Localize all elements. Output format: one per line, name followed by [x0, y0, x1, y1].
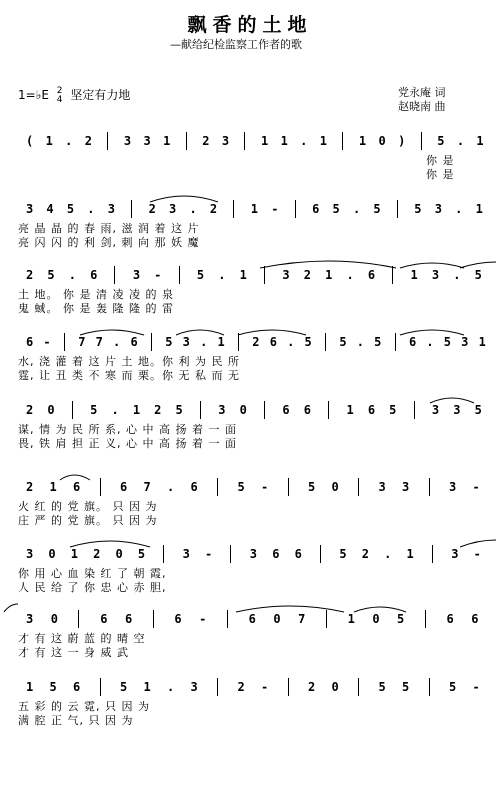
note-token: 1 — [26, 680, 34, 694]
lyric-verse-2: 霆, 让 丑 类 不 寒 而 栗。你 无 私 而 无 — [18, 369, 240, 382]
note-token: 6 — [130, 335, 138, 349]
note-token: 5 — [374, 335, 382, 349]
note-token: 5 — [474, 268, 482, 282]
note-token: . — [68, 268, 76, 282]
note-token: . — [356, 335, 364, 349]
note-token: 6 — [73, 680, 81, 694]
note-token: 3 — [123, 134, 132, 148]
note-token: 5 — [165, 335, 173, 349]
note-token: 3 — [453, 403, 461, 417]
note-token: 6 — [312, 202, 320, 216]
lyric-verse-1: 火 红 的 党 旗。 只 因 为 — [18, 500, 158, 513]
note-token: 5 — [414, 202, 422, 216]
note-token: 3 — [169, 202, 177, 216]
lyric-verse-2: 满 腔 正 气, 只 因 为 — [18, 714, 134, 727]
note-token: 6 — [471, 612, 479, 626]
note-token: 7 — [143, 480, 151, 494]
note-token: . — [87, 202, 95, 216]
note-token: 0 — [378, 134, 386, 148]
note-token: 1 — [280, 134, 288, 148]
note-token: - — [472, 480, 480, 494]
note-token: 5 — [378, 680, 386, 694]
note-token: 6 — [100, 612, 108, 626]
lyric-verse-1: 五 彩 的 云 霓, 只 因 为 — [18, 700, 150, 713]
note-token: . — [455, 202, 463, 216]
meter-bottom: 4 — [56, 94, 63, 105]
note-token: 3 — [431, 268, 440, 282]
note-token: - — [199, 612, 207, 626]
note-token: 2 — [93, 547, 101, 561]
note-token: 5 — [397, 612, 405, 626]
slur — [60, 475, 90, 480]
note-token: - — [472, 680, 480, 694]
note-token: 6 — [73, 480, 81, 494]
note-token: 1 — [163, 134, 171, 148]
note-token: 2 — [154, 403, 162, 417]
note-token: 0 — [50, 612, 58, 626]
note-token: 3 — [451, 547, 459, 561]
note-token: 3 — [132, 268, 141, 282]
note-token: 1 — [476, 134, 484, 148]
note-token: - — [261, 480, 269, 494]
note-token: 2 — [303, 268, 311, 282]
note-token: . — [300, 134, 308, 148]
lyric-verse-1: 你 是 — [426, 154, 455, 167]
note-token: 5 — [196, 268, 205, 282]
note-token: 0 — [115, 547, 123, 561]
note-token: 5 — [304, 335, 312, 349]
note-token: . — [200, 335, 208, 349]
note-token: 2 — [237, 680, 245, 694]
note-token: 2 — [26, 403, 34, 417]
note-token: 1 — [319, 134, 327, 148]
note-token: 3 — [182, 547, 190, 561]
note-token: 6 — [282, 403, 290, 417]
note-token: 5 — [237, 480, 245, 494]
note-token: . — [218, 268, 226, 282]
note-token: 1 — [358, 134, 367, 148]
note-token: 0 — [331, 680, 339, 694]
tempo-marking: 坚定有力地 — [70, 88, 131, 102]
note-token: - — [205, 547, 213, 561]
lyric-verse-1: 水, 浇 灌 着 这 片 土 地。你 利 为 民 所 — [18, 355, 240, 368]
note-token: 6 — [303, 403, 311, 417]
note-token: 2 — [202, 134, 210, 148]
note-token: 1 — [132, 403, 141, 417]
lyric-verse-1: 谋, 情 为 民 所 系, 心 中 高 扬 着 一 面 — [18, 423, 237, 436]
note-token: . — [346, 268, 354, 282]
note-token: 5 — [443, 335, 451, 349]
note-token: 0 — [239, 403, 247, 417]
note-token: . — [111, 403, 119, 417]
lyricist: 党永庵 词 — [398, 86, 446, 99]
note-token: 5 — [389, 403, 397, 417]
note-token: 6 — [408, 335, 417, 349]
note-token: 3 — [449, 480, 457, 494]
note-token: 6 — [272, 547, 280, 561]
note-token: 5 — [339, 547, 347, 561]
slur — [460, 262, 496, 268]
note-token: - — [271, 202, 279, 216]
note-token: 3 — [461, 335, 469, 349]
note-token: 6 — [248, 612, 256, 626]
note-token: 1 — [346, 403, 354, 417]
note-token: . — [189, 202, 197, 216]
note-token: 1 — [475, 202, 483, 216]
lyric-verse-2: 亮 闪 闪 的 利 剑, 刺 向 那 妖 魔 — [18, 236, 200, 249]
note-token: 6 — [367, 403, 376, 417]
note-token: 6 — [294, 547, 302, 561]
note-token: 5 — [402, 680, 410, 694]
meter-top: 2 — [56, 85, 63, 96]
slur — [4, 604, 18, 612]
note-token: 5 — [120, 680, 128, 694]
lyric-verse-1: 亮 晶 晶 的 春 雨, 滋 润 着 这 片 — [18, 222, 200, 235]
composer: 赵晓南 曲 — [398, 100, 446, 113]
note-token: 5 — [373, 202, 381, 216]
note-token: . — [384, 547, 392, 561]
note-token: 3 — [26, 202, 34, 216]
note-token: 3 — [182, 335, 190, 349]
note-token: 1 — [410, 268, 418, 282]
note-token: 3 — [434, 202, 442, 216]
note-token: ) — [398, 134, 406, 148]
note-token: 7 — [298, 612, 306, 626]
note-token: . — [456, 134, 465, 148]
note-token: 3 — [218, 403, 226, 417]
note-token: 3 — [249, 547, 258, 561]
note-token: 3 — [190, 680, 198, 694]
note-token: 1 — [49, 480, 57, 494]
note-token: ( — [26, 134, 34, 148]
note-token: 6 — [269, 335, 277, 349]
note-token: . — [453, 268, 461, 282]
note-token: . — [167, 480, 175, 494]
lyric-verse-2: 才 有 这 一 身 威 武 — [18, 646, 129, 659]
note-token: 6 — [26, 335, 34, 349]
slur — [236, 606, 344, 612]
note-token: . — [167, 680, 175, 694]
note-token: 3 — [26, 612, 34, 626]
slur — [176, 330, 224, 335]
note-token: 5 — [449, 680, 457, 694]
note-token: 1 — [70, 547, 78, 561]
note-token: - — [261, 680, 269, 694]
slur — [400, 330, 464, 335]
note-token: - — [154, 268, 162, 282]
slur — [460, 540, 496, 547]
note-token: 5 — [437, 134, 445, 148]
note-token: 0 — [47, 403, 55, 417]
note-token: 2 — [84, 134, 92, 148]
note-token: 7 — [78, 335, 86, 349]
lyric-verse-1: 土 地。 你 是 清 凌 凌 的 泉 — [18, 288, 174, 301]
note-token: 5 — [308, 480, 316, 494]
lyric-verse-2: 庄 严 的 党 旗。 只 因 为 — [18, 514, 158, 527]
note-token: 0 — [372, 612, 380, 626]
note-token: . — [287, 335, 295, 349]
note-token: 2 — [148, 202, 156, 216]
slur — [80, 330, 144, 335]
note-token: 2 — [308, 680, 316, 694]
note-token: 1 — [239, 268, 247, 282]
note-token: 3 — [107, 202, 115, 216]
note-token: 3 — [402, 480, 410, 494]
note-token: 2 — [361, 547, 369, 561]
note-token: . — [113, 335, 121, 349]
note-token: 0 — [48, 547, 56, 561]
note-token: 2 — [209, 202, 218, 216]
note-token: - — [43, 335, 51, 349]
note-token: 1 — [45, 134, 53, 148]
note-token: 1 — [143, 680, 151, 694]
note-token: 5 — [175, 403, 183, 417]
lyric-verse-2: 人 民 给 了 你 忠 心 赤 胆, — [18, 581, 167, 594]
note-token: 0 — [331, 480, 339, 494]
note-token: . — [352, 202, 361, 216]
note-token: 1 — [406, 547, 414, 561]
lyric-verse-1: 你 用 心 血 染 红 了 朝 霞, — [18, 567, 167, 580]
note-token: 5 — [339, 335, 347, 349]
note-token: 3 — [143, 134, 151, 148]
lyric-verse-2: 鬼 蜮。 你 是 轰 隆 隆 的 雷 — [18, 302, 174, 315]
song-title: 飘香的土地 — [187, 14, 313, 36]
note-token: 6 — [174, 612, 182, 626]
note-token: 1 — [325, 268, 333, 282]
note-token: 6 — [367, 268, 376, 282]
note-token: 5 — [90, 403, 98, 417]
lyric-verse-2: 你 是 — [426, 168, 455, 181]
note-token: 2 — [26, 480, 34, 494]
note-token: 6 — [120, 480, 128, 494]
note-token: 5 — [66, 202, 75, 216]
slur — [400, 263, 464, 268]
note-token: 7 — [95, 335, 103, 349]
note-token: 3 — [378, 480, 386, 494]
note-token: 6 — [190, 480, 198, 494]
note-token: 3 — [431, 403, 440, 417]
note-token: 5 — [47, 268, 55, 282]
note-token: 6 — [90, 268, 98, 282]
lyric-verse-1: 才 有 这 蔚 蓝 的 晴 空 — [18, 632, 146, 645]
note-token: 6 — [124, 612, 133, 626]
slur — [430, 398, 474, 403]
note-token: 3 — [282, 268, 290, 282]
note-token: 5 — [49, 680, 57, 694]
note-token: 1 — [250, 202, 259, 216]
slur — [260, 261, 396, 268]
note-token: - — [473, 547, 481, 561]
note-token: . — [65, 134, 73, 148]
note-token: 0 — [273, 612, 281, 626]
note-token: 5 — [332, 202, 340, 216]
note-token: 5 — [137, 547, 146, 561]
note-token: 1 — [217, 335, 225, 349]
note-token: 4 — [46, 202, 54, 216]
slur — [70, 541, 150, 547]
note-token: 6 — [446, 612, 454, 626]
slur — [354, 607, 406, 612]
note-token: 2 — [26, 268, 34, 282]
note-token: 3 — [221, 134, 230, 148]
note-token: 1 — [347, 612, 355, 626]
note-token: 5 — [474, 403, 482, 417]
note-token: 1 — [261, 134, 269, 148]
song-subtitle: —献给纪检监察工作者的歌 — [170, 38, 302, 51]
key-signature: 1=♭E — [18, 88, 49, 102]
note-token: . — [426, 335, 434, 349]
slur — [150, 196, 218, 202]
note-token: 3 — [26, 547, 34, 561]
note-token: 1 — [478, 335, 486, 349]
note-token: 2 — [252, 335, 260, 349]
lyric-verse-2: 畏, 铁 肩 担 正 义, 心 中 高 扬 着 一 面 — [18, 437, 237, 450]
slur — [238, 330, 306, 335]
